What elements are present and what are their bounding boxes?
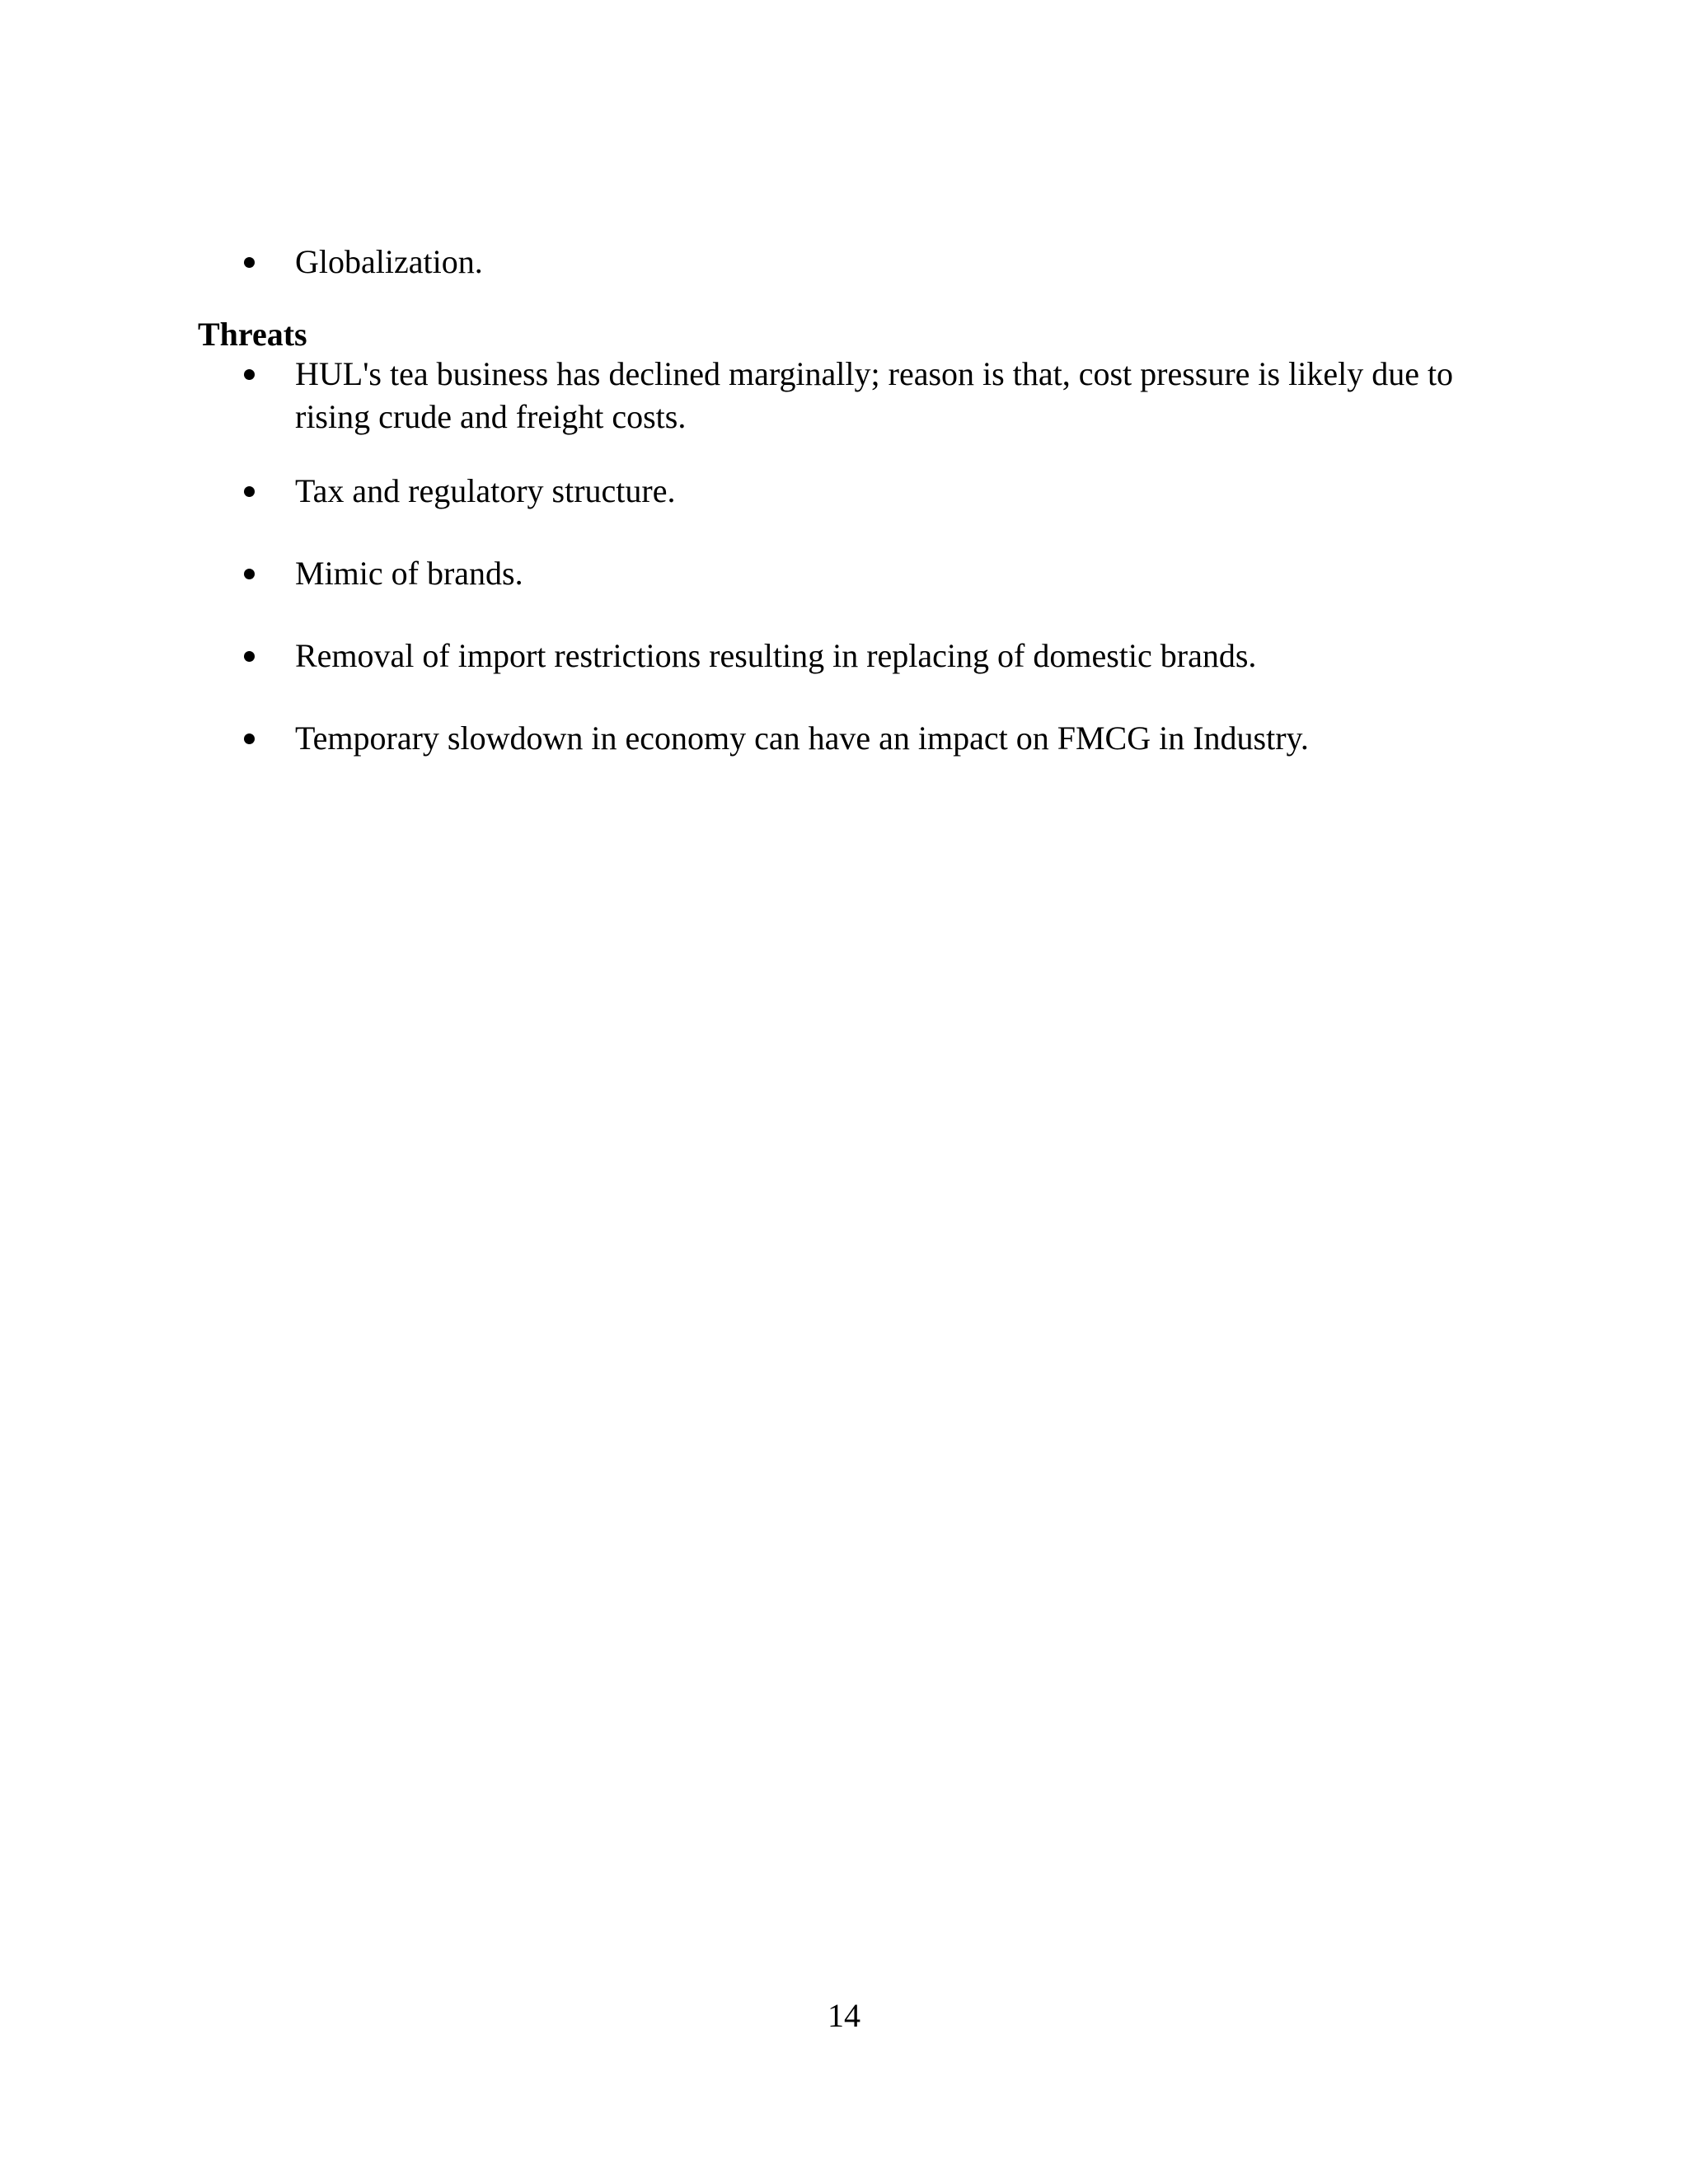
list-item-text: HUL's tea business has declined marginally; reason is that, cost pressure is likely due to rising crude and freight costs. [295, 355, 1454, 435]
section-heading-threats: Threats [198, 316, 307, 353]
list-item-text: Removal of import restrictions resulting in replacing of domestic brands. [295, 637, 1257, 674]
list-item-text: Globalization. [295, 243, 483, 280]
list-item-text: Temporary slowdown in economy can have an impact on FMCG in Industry. [295, 719, 1309, 757]
bullet-icon [244, 486, 255, 497]
bullet-icon [244, 733, 255, 744]
page-number: 14 [828, 1997, 860, 2034]
bullet-icon [244, 651, 255, 662]
bullet-icon [244, 257, 255, 268]
bullet-icon [244, 569, 255, 579]
list-item-text: Tax and regulatory structure. [295, 472, 676, 509]
list-item-text: Mimic of brands. [295, 555, 523, 592]
bullet-icon [244, 369, 255, 380]
